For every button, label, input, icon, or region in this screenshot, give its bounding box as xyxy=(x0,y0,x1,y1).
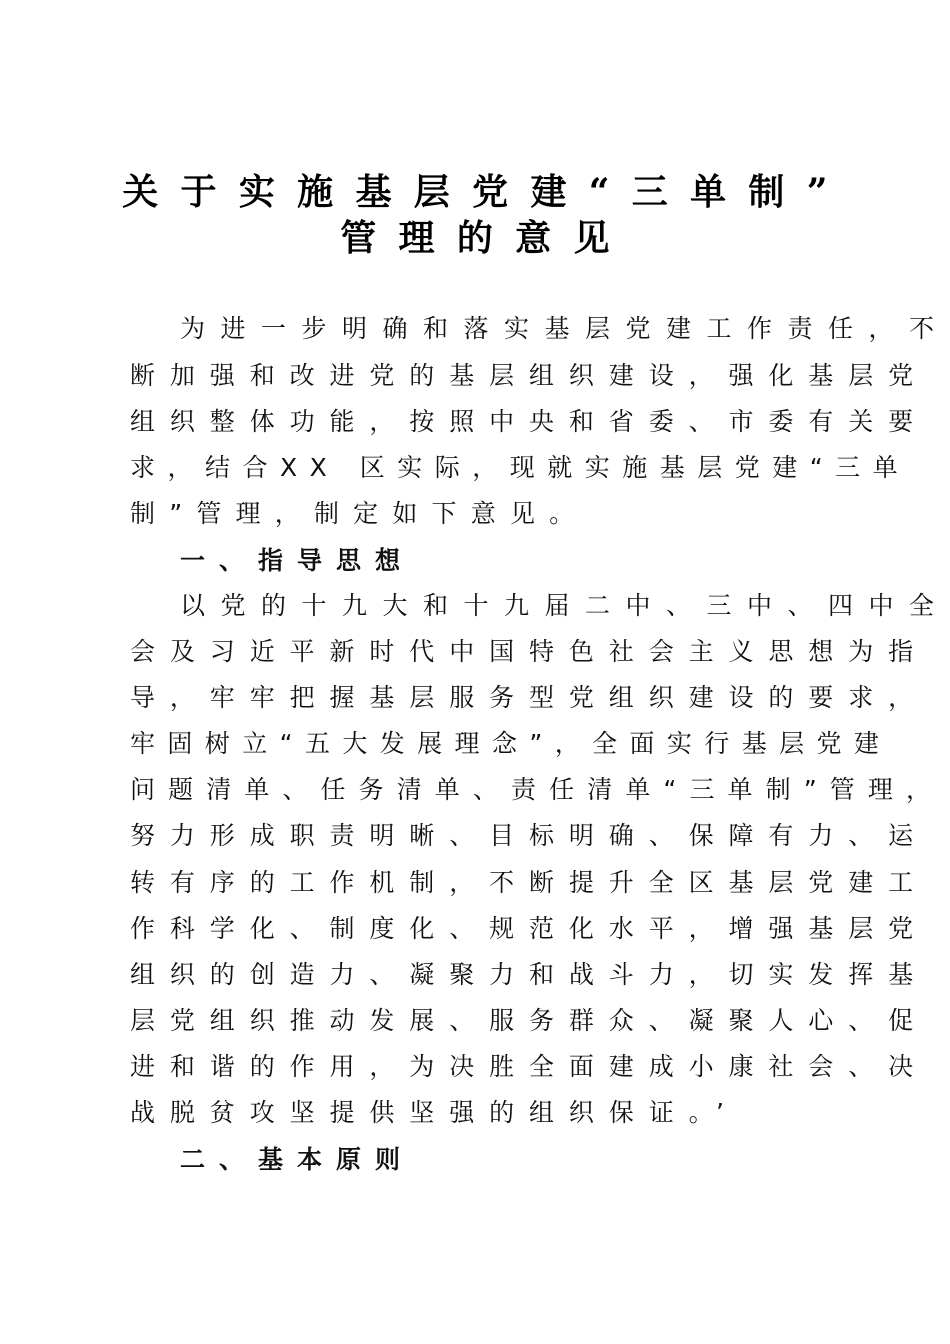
paragraph-line: 会及习近平新时代中国特色社会主义思想为指 xyxy=(130,637,929,666)
paragraph-line: 以党的十九大和十九届二中、三中、四中全 xyxy=(180,591,950,620)
paragraph-line: 断加强和改进党的基层组织建设，强化基层党 xyxy=(130,361,929,390)
paragraph-line: 求，结合XX 区实际，现就实施基层党建“三单 xyxy=(130,453,911,482)
paragraph-line: 战脱贫攻坚提供坚强的组织保证。’ xyxy=(130,1098,739,1127)
paragraph-line: 制”管理，制定如下意见。 xyxy=(130,499,589,528)
paragraph-line: 努力形成职责明晰、目标明确、保障有力、运 xyxy=(130,821,929,850)
section-heading-2: 二、基本原则 xyxy=(180,1145,415,1174)
paragraph-line: 转有序的工作机制，不断提升全区基层党建工 xyxy=(130,868,929,897)
document-title-line-1: 关于实施基层党建“三单制” xyxy=(122,171,850,213)
section-heading-1: 一、指导思想 xyxy=(180,546,415,575)
paragraph-line: 导，牢牢把握基层服务型党组织建设的要求， xyxy=(130,683,929,712)
paragraph-line: 层党组织推动发展、服务群众、凝聚人心、促 xyxy=(130,1006,929,1035)
paragraph-line: 组织整体功能，按照中央和省委、市委有关要 xyxy=(130,407,929,436)
paragraph-line: 问题清单、任务清单、责任清单“三单制”管理， xyxy=(130,775,945,804)
paragraph-line: 作科学化、制度化、规范化水平，增强基层党 xyxy=(130,914,929,943)
paragraph-line: 牢固树立“五大发展理念”，全面实行基层党建 xyxy=(130,729,892,758)
document-title-line-2: 管理的意见 xyxy=(340,217,632,259)
paragraph-line: 组织的创造力、凝聚力和战斗力，切实发挥基 xyxy=(130,960,929,989)
paragraph-line: 进和谐的作用，为决胜全面建成小康社会、决 xyxy=(130,1052,929,1081)
paragraph-line: 为进一步明确和落实基层党建工作责任，不 xyxy=(180,314,950,343)
